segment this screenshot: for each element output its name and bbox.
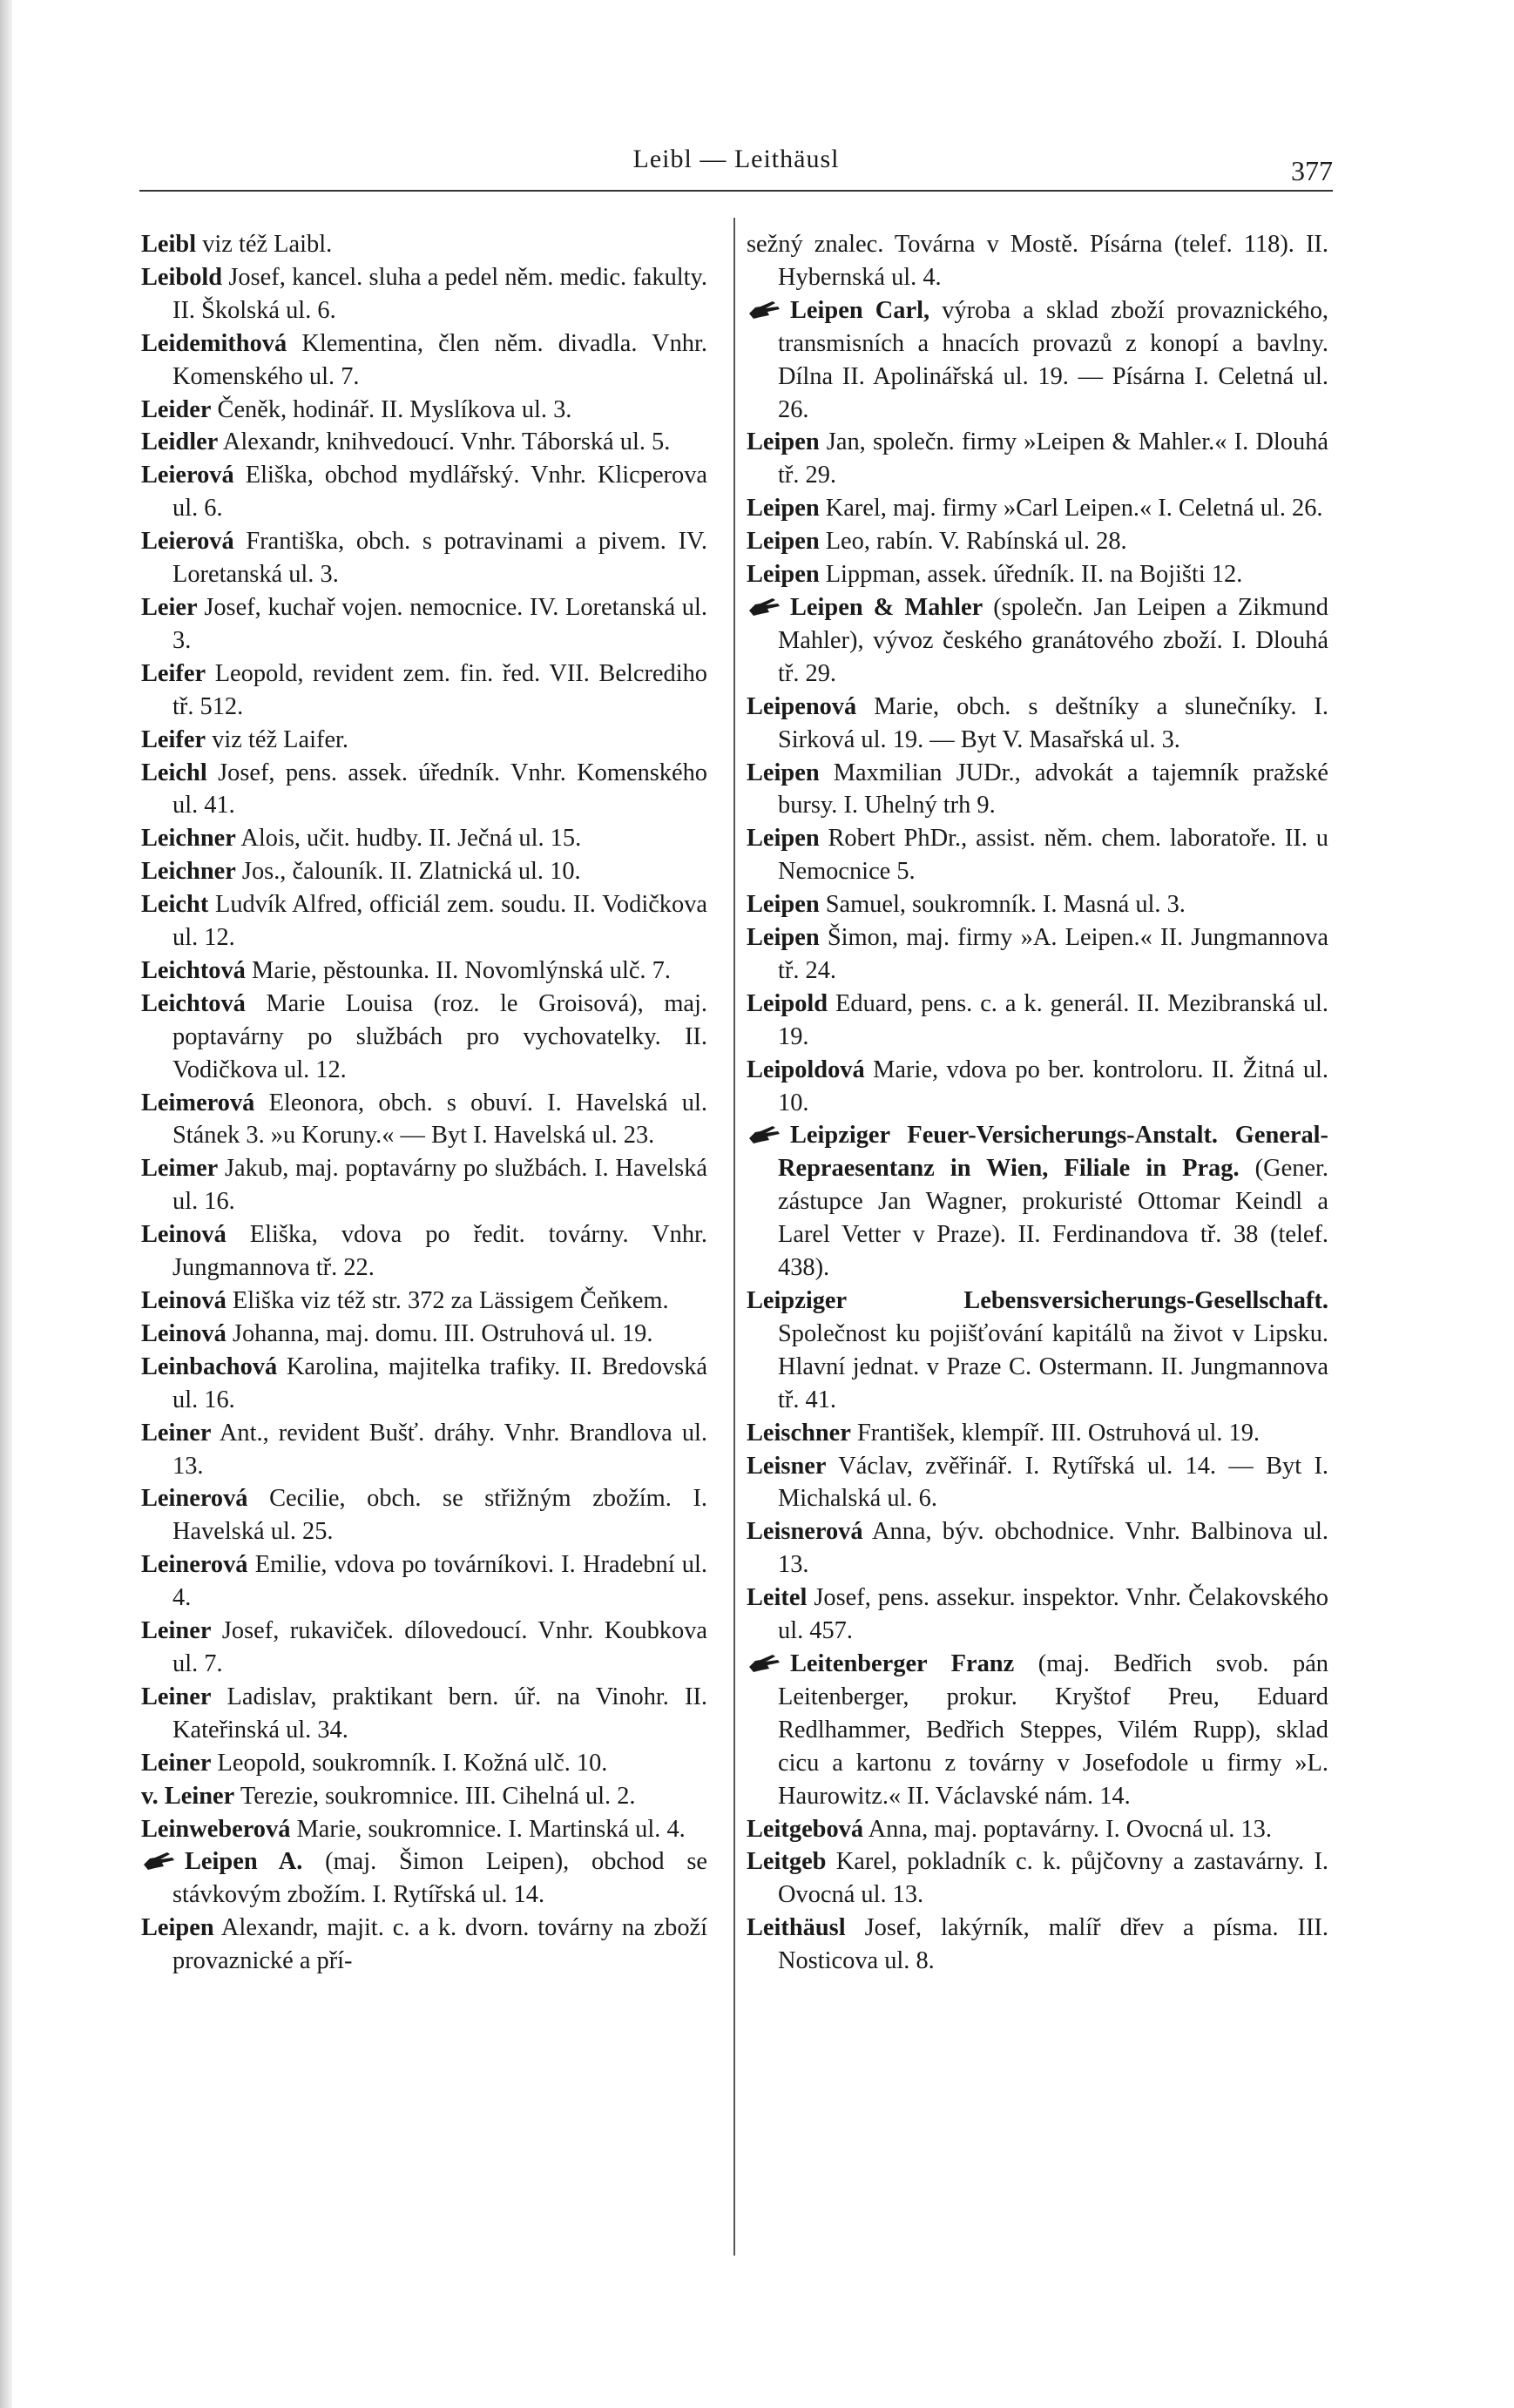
entry-name: Leischner bbox=[747, 1419, 851, 1447]
entry-details: sežný znalec. Továrna v Mostě. Písárna (telef. 118). II. Hybernská ul. 4. bbox=[747, 231, 1328, 291]
entry-name: Leitel bbox=[747, 1584, 808, 1612]
entry-details: Eduard, pens. c. a k. generál. II. Mezibranská ul. 19. bbox=[778, 989, 1328, 1050]
entry-name: Leicht bbox=[141, 891, 209, 919]
entry-details: Josef, pens. assek. úředník. Vnhr. Komenského ul. 41. bbox=[172, 759, 707, 820]
entry-name: Leipen bbox=[747, 495, 820, 523]
directory-entry bbox=[747, 294, 1328, 427]
directory-entry bbox=[141, 658, 707, 724]
entry-name: Leitenberger Franz bbox=[790, 1649, 1015, 1677]
entry-name: Leisnerová bbox=[747, 1518, 863, 1546]
entry-name: Leidler bbox=[141, 428, 219, 456]
entry-details: Anna, býv. obchodnice. Vnhr. Balbinova ul. 13. bbox=[778, 1518, 1328, 1579]
directory-entry bbox=[141, 1548, 707, 1615]
entry-name: v. Leiner bbox=[141, 1782, 235, 1810]
directory-entry bbox=[747, 1515, 1328, 1582]
entry-name: Leifer bbox=[141, 659, 206, 687]
entry-name: Leinerová bbox=[141, 1551, 248, 1579]
directory-entry bbox=[141, 1912, 707, 1978]
entry-name: Leipziger Feuer-Versicherungs-Anstalt. General-Repraesentanz in Wien, Filiale in Prag. bbox=[778, 1122, 1328, 1183]
entry-name: Leipoldová bbox=[747, 1056, 865, 1083]
entry-details: Karel, maj. firmy »Carl Leipen.« I. Celetná ul. 26. bbox=[819, 495, 1323, 523]
entry-name: Leipen bbox=[747, 561, 820, 589]
directory-entry bbox=[747, 1813, 1328, 1846]
entry-details: Maxmilian JUDr., advokát a tajemník pražské bursy. I. Uhelný trh 9. bbox=[778, 759, 1328, 820]
entry-name: Leichner bbox=[141, 858, 236, 886]
entry-name: Leichner bbox=[141, 825, 236, 853]
directory-entry bbox=[141, 1417, 707, 1483]
entry-name: Leierová bbox=[141, 528, 234, 556]
entry-details: Josef, rukaviček. dílovedoucí. Vnhr. Koubkova ul. 7. bbox=[172, 1617, 707, 1677]
entry-details: Karel, pokladník c. k. půjčovny a zastavárny. I. Ovocná ul. 13. bbox=[778, 1848, 1328, 1909]
entry-details: Lippman, assek. úředník. II. na Bojišti 12. bbox=[819, 561, 1243, 589]
column-divider bbox=[733, 218, 735, 2256]
entry-details: Jakub, maj. poptavárny po službách. I. Havelská ul. 16. bbox=[172, 1155, 707, 1216]
entry-details: viz též Laibl. bbox=[196, 231, 333, 258]
entry-name: Leipen bbox=[747, 428, 820, 456]
directory-entry bbox=[141, 1615, 707, 1681]
entry-name: Leichl bbox=[141, 759, 207, 786]
entry-details: (maj. Bedřich svob. pán Leitenberger, prokur. Kryštof Preu, Eduard Redlhammer, Bedřich Steppes, Vilém Rupp), sklad cicu a kartonu z továrny v Josefodole u firmy »L. Haurowitz.« II. Václavské nám. 14. bbox=[778, 1649, 1328, 1810]
entry-name: Leider bbox=[141, 395, 212, 423]
entry-name: Leiner bbox=[141, 1749, 212, 1777]
entry-details: viz též Laifer. bbox=[206, 725, 349, 753]
left-column bbox=[141, 228, 707, 1978]
entry-name: Leinbachová bbox=[141, 1352, 278, 1380]
directory-entry bbox=[141, 888, 707, 954]
directory-entry bbox=[141, 757, 707, 823]
entry-details: Ladislav, praktikant bern. úř. na Vinohr. II. Kateřinská ul. 34. bbox=[172, 1683, 707, 1744]
entry-details: Marie, pěstounka. II. Novomlýnská ulč. 7. bbox=[245, 956, 671, 984]
directory-entry bbox=[141, 1813, 707, 1846]
directory-entry bbox=[141, 1152, 707, 1218]
directory-entry bbox=[747, 822, 1328, 888]
entry-name: Leipen & Mahler bbox=[790, 593, 983, 621]
directory-entry bbox=[747, 691, 1328, 757]
entry-name: Leiner bbox=[141, 1419, 212, 1447]
directory-entry bbox=[747, 921, 1328, 988]
directory-entry bbox=[747, 1648, 1328, 1813]
entry-details: Václav, zvěřinář. I. Rytířská ul. 14. — Byt I. Michalská ul. 6. bbox=[778, 1452, 1328, 1513]
entry-details: Anna, maj. poptavárny. I. Ovocná ul. 13. bbox=[863, 1815, 1272, 1843]
entry-details: Alexandr, knihvedoucí. Vnhr. Táborská ul. 5. bbox=[218, 428, 671, 456]
entry-name: Leipen Carl, bbox=[790, 296, 930, 324]
entry-name: Leiner bbox=[141, 1683, 212, 1710]
pointing-hand-icon bbox=[141, 1848, 179, 1871]
pointing-hand-icon bbox=[747, 594, 785, 617]
entry-details: Cecilie, obch. se střižným zbožím. I. Havelská ul. 25. bbox=[172, 1485, 707, 1546]
page-header bbox=[139, 136, 1333, 188]
directory-entry bbox=[141, 724, 707, 757]
entry-details: Jan, společn. firmy »Leipen & Mahler.« I. Dlouhá tř. 29. bbox=[778, 428, 1328, 489]
directory-entry bbox=[141, 591, 707, 658]
directory-entry bbox=[747, 1845, 1328, 1912]
entry-details: Samuel, soukromník. I. Masná ul. 3. bbox=[819, 891, 1186, 919]
directory-entry bbox=[747, 1285, 1328, 1417]
entry-name: Leinová bbox=[141, 1221, 226, 1249]
entry-name: Leitgeb bbox=[747, 1848, 827, 1876]
entry-name: Leipen bbox=[747, 528, 820, 556]
entry-details: Jos., čalouník. II. Zlatnická ul. 10. bbox=[235, 858, 581, 886]
entry-details: Robert PhDr., assist. něm. chem. laboratoře. II. u Nemocnice 5. bbox=[778, 825, 1328, 886]
directory-entry bbox=[141, 1087, 707, 1153]
directory-entry bbox=[747, 228, 1328, 294]
entry-details: (Gener. zástupce Jan Wagner, prokuristé Ottomar Keindl a Larel Vetter v Praze). II. Ferdinandova tř. 38 (telef. 438). bbox=[778, 1155, 1328, 1282]
directory-entry bbox=[747, 1054, 1328, 1120]
directory-entry bbox=[141, 228, 707, 261]
directory-entry bbox=[141, 855, 707, 888]
directory-entry bbox=[747, 1417, 1328, 1450]
running-head: Leibl — Leithäusl bbox=[632, 145, 840, 173]
entry-details: Marie, vdova po ber. kontroloru. II. Žitná ul. 10. bbox=[778, 1056, 1328, 1116]
directory-entry bbox=[141, 1681, 707, 1747]
entry-details: (společn. Jan Leipen a Zikmund Mahler), vývoz českého granátového zboží. I. Dlouhá tř. 29. bbox=[778, 593, 1328, 687]
entry-name: Leichtová bbox=[141, 989, 246, 1017]
entry-details: Eliška viz též str. 372 za Lässigem Čeňkem. bbox=[226, 1287, 669, 1314]
entry-details: Eliška, vdova po ředit. továrny. Vnhr. Jungmannova tř. 22. bbox=[172, 1221, 707, 1282]
entry-name: Leifer bbox=[141, 725, 206, 753]
entry-name: Leichtová bbox=[141, 956, 246, 984]
directory-entry bbox=[747, 888, 1328, 921]
entry-name: Leipenová bbox=[747, 692, 857, 720]
entry-name: Leipen bbox=[747, 891, 820, 919]
directory-entry bbox=[141, 1780, 707, 1813]
directory-entry bbox=[747, 492, 1328, 525]
entry-name: Leibold bbox=[141, 263, 223, 291]
directory-entry bbox=[747, 525, 1328, 558]
entry-name: Leipen bbox=[747, 825, 820, 853]
entry-name: Leipen bbox=[747, 924, 820, 952]
entry-details: František, klempíř. III. Ostruhová ul. 19. bbox=[850, 1419, 1261, 1447]
directory-entry bbox=[141, 954, 707, 988]
entry-name: Leinová bbox=[141, 1319, 226, 1347]
entry-details: Marie, obch. s deštníky a slunečníky. I. Sirková ul. 19. — Byt V. Masařská ul. 3. bbox=[778, 692, 1328, 753]
entry-name: Leimerová bbox=[141, 1089, 255, 1116]
entry-name: Leipold bbox=[747, 989, 828, 1017]
directory-entry bbox=[747, 1119, 1328, 1285]
entry-details: Josef, kancel. sluha a pedel něm. medic. fakulty. II. Školská ul. 6. bbox=[172, 263, 707, 324]
entry-details: Emilie, vdova po továrníkovi. I. Hradební ul. 4. bbox=[172, 1551, 707, 1612]
entry-details: Marie, soukromnice. I. Martinská ul. 4. bbox=[290, 1815, 686, 1843]
directory-entry bbox=[141, 1218, 707, 1285]
entry-name: Leier bbox=[141, 593, 198, 621]
entry-details: Leo, rabín. V. Rabínská ul. 28. bbox=[819, 528, 1127, 556]
entry-name: Leibl bbox=[141, 231, 197, 258]
directory-entry bbox=[141, 327, 707, 394]
entry-details: Čeněk, hodinář. II. Myslíkova ul. 3. bbox=[211, 395, 572, 423]
directory-entry bbox=[141, 1318, 707, 1351]
directory-entry bbox=[141, 1351, 707, 1417]
directory-entry bbox=[747, 1582, 1328, 1648]
header-rule bbox=[139, 190, 1333, 192]
entry-name: Leidemithová bbox=[141, 329, 287, 357]
entry-details: Leopold, revident zem. fin. řed. VII. Belcrediho tř. 512. bbox=[172, 659, 707, 720]
entry-details: Alois, učit. hudby. II. Ječná ul. 15. bbox=[235, 825, 582, 853]
entry-name: Leipziger Lebensversicherungs-Gesellschaft. bbox=[747, 1287, 1328, 1314]
entry-details: Společnost ku pojišťování kapitálů na život v Lipsku. Hlavní jednat. v Praze C. Ostermann. II. Jungmannova tř. 41. bbox=[778, 1319, 1328, 1413]
directory-entry bbox=[747, 757, 1328, 823]
entry-details: Eliška, obchod mydlářský. Vnhr. Klicperova ul. 6. bbox=[172, 462, 707, 523]
entry-name: Leisner bbox=[747, 1452, 827, 1480]
entry-details: Karolina, majitelka trafiky. II. Bredovská ul. 16. bbox=[172, 1352, 707, 1413]
entry-name: Leipen A. bbox=[185, 1848, 303, 1876]
entry-name: Leipen bbox=[747, 759, 820, 786]
entry-details: Marie Louisa (roz. le Groisová), maj. poptavárny po službách pro vychovatelky. II. Vodičkova ul. 12. bbox=[172, 989, 707, 1083]
entry-details: (maj. Šimon Leipen), obchod se stávkovým zbožím. I. Rytířská ul. 14. bbox=[172, 1848, 707, 1909]
entry-details: Josef, pens. assekur. inspektor. Vnhr. Čelakovského ul. 457. bbox=[778, 1584, 1328, 1645]
entry-details: Klementina, člen něm. divadla. Vnhr. Komenského ul. 7. bbox=[172, 329, 707, 390]
directory-entry bbox=[141, 1285, 707, 1318]
pointing-hand-icon bbox=[747, 1650, 785, 1673]
entry-name: Leiner bbox=[141, 1617, 212, 1645]
directory-entry bbox=[141, 1482, 707, 1548]
entry-details: výroba a sklad zboží provaznického, transmisních a hnacích provazů z konopí a bavlny. Dílna II. Apolinářská ul. 19. — Písárna I. Celetná ul. 26. bbox=[778, 296, 1329, 423]
directory-entry bbox=[141, 459, 707, 525]
entry-details: Ludvík Alfred, officiál zem. soudu. II. Vodičkova ul. 12. bbox=[172, 891, 707, 952]
entry-details: Eleonora, obch. s obuví. I. Havelská ul. Stánek 3. »u Koruny.« — Byt I. Havelská ul. 23. bbox=[172, 1089, 707, 1150]
entry-name: Leinerová bbox=[141, 1485, 248, 1513]
directory-entry bbox=[747, 988, 1328, 1054]
entry-name: Leimer bbox=[141, 1155, 219, 1183]
entry-details: Alexandr, majit. c. a k. dvorn. továrny na zboží provaznické a pří- bbox=[172, 1914, 707, 1975]
directory-entry bbox=[141, 1845, 707, 1912]
pointing-hand-icon bbox=[747, 297, 785, 320]
entry-details: Josef, kuchař vojen. nemocnice. IV. Loretanská ul. 3. bbox=[172, 593, 707, 654]
directory-entry bbox=[141, 822, 707, 855]
directory-entry bbox=[141, 1747, 707, 1780]
directory-entry bbox=[747, 591, 1328, 691]
entry-details: Terezie, soukromnice. III. Cihelná ul. 2. bbox=[234, 1782, 636, 1810]
directory-entry bbox=[141, 394, 707, 427]
directory-entry bbox=[141, 988, 707, 1087]
page-number: 377 bbox=[1291, 155, 1333, 186]
entry-details: Františka, obch. s potravinami a pivem. IV. Loretanská ul. 3. bbox=[172, 528, 707, 589]
entry-name: Leinweberová bbox=[141, 1815, 291, 1843]
directory-entry bbox=[747, 558, 1328, 591]
entry-name: Leinová bbox=[141, 1287, 226, 1314]
entry-details: Leopold, soukromník. I. Kožná ulč. 10. bbox=[211, 1749, 608, 1777]
directory-entry bbox=[747, 1912, 1328, 1978]
right-column bbox=[747, 228, 1328, 1978]
entry-name: Leitgebová bbox=[747, 1815, 864, 1843]
directory-entry bbox=[141, 261, 707, 327]
entry-details: Ant., revident Bušť. dráhy. Vnhr. Brandlova ul. 13. bbox=[172, 1419, 707, 1480]
directory-entry bbox=[141, 426, 707, 459]
directory-entry bbox=[747, 1450, 1328, 1516]
entry-name: Leierová bbox=[141, 462, 234, 489]
entry-name: Leipen bbox=[141, 1914, 214, 1942]
page-edge-shadow bbox=[0, 0, 12, 2408]
entry-details: Šimon, maj. firmy »A. Leipen.« II. Jungmannova tř. 24. bbox=[778, 924, 1328, 984]
directory-entry bbox=[141, 525, 707, 591]
entry-details: Johanna, maj. domu. III. Ostruhová ul. 19. bbox=[226, 1319, 653, 1347]
entry-name: Leithäusl bbox=[747, 1914, 846, 1942]
pointing-hand-icon bbox=[747, 1122, 785, 1144]
entry-details: Josef, lakýrník, malíř dřev a písma. III. Nosticova ul. 8. bbox=[778, 1914, 1328, 1975]
directory-entry bbox=[747, 426, 1328, 492]
